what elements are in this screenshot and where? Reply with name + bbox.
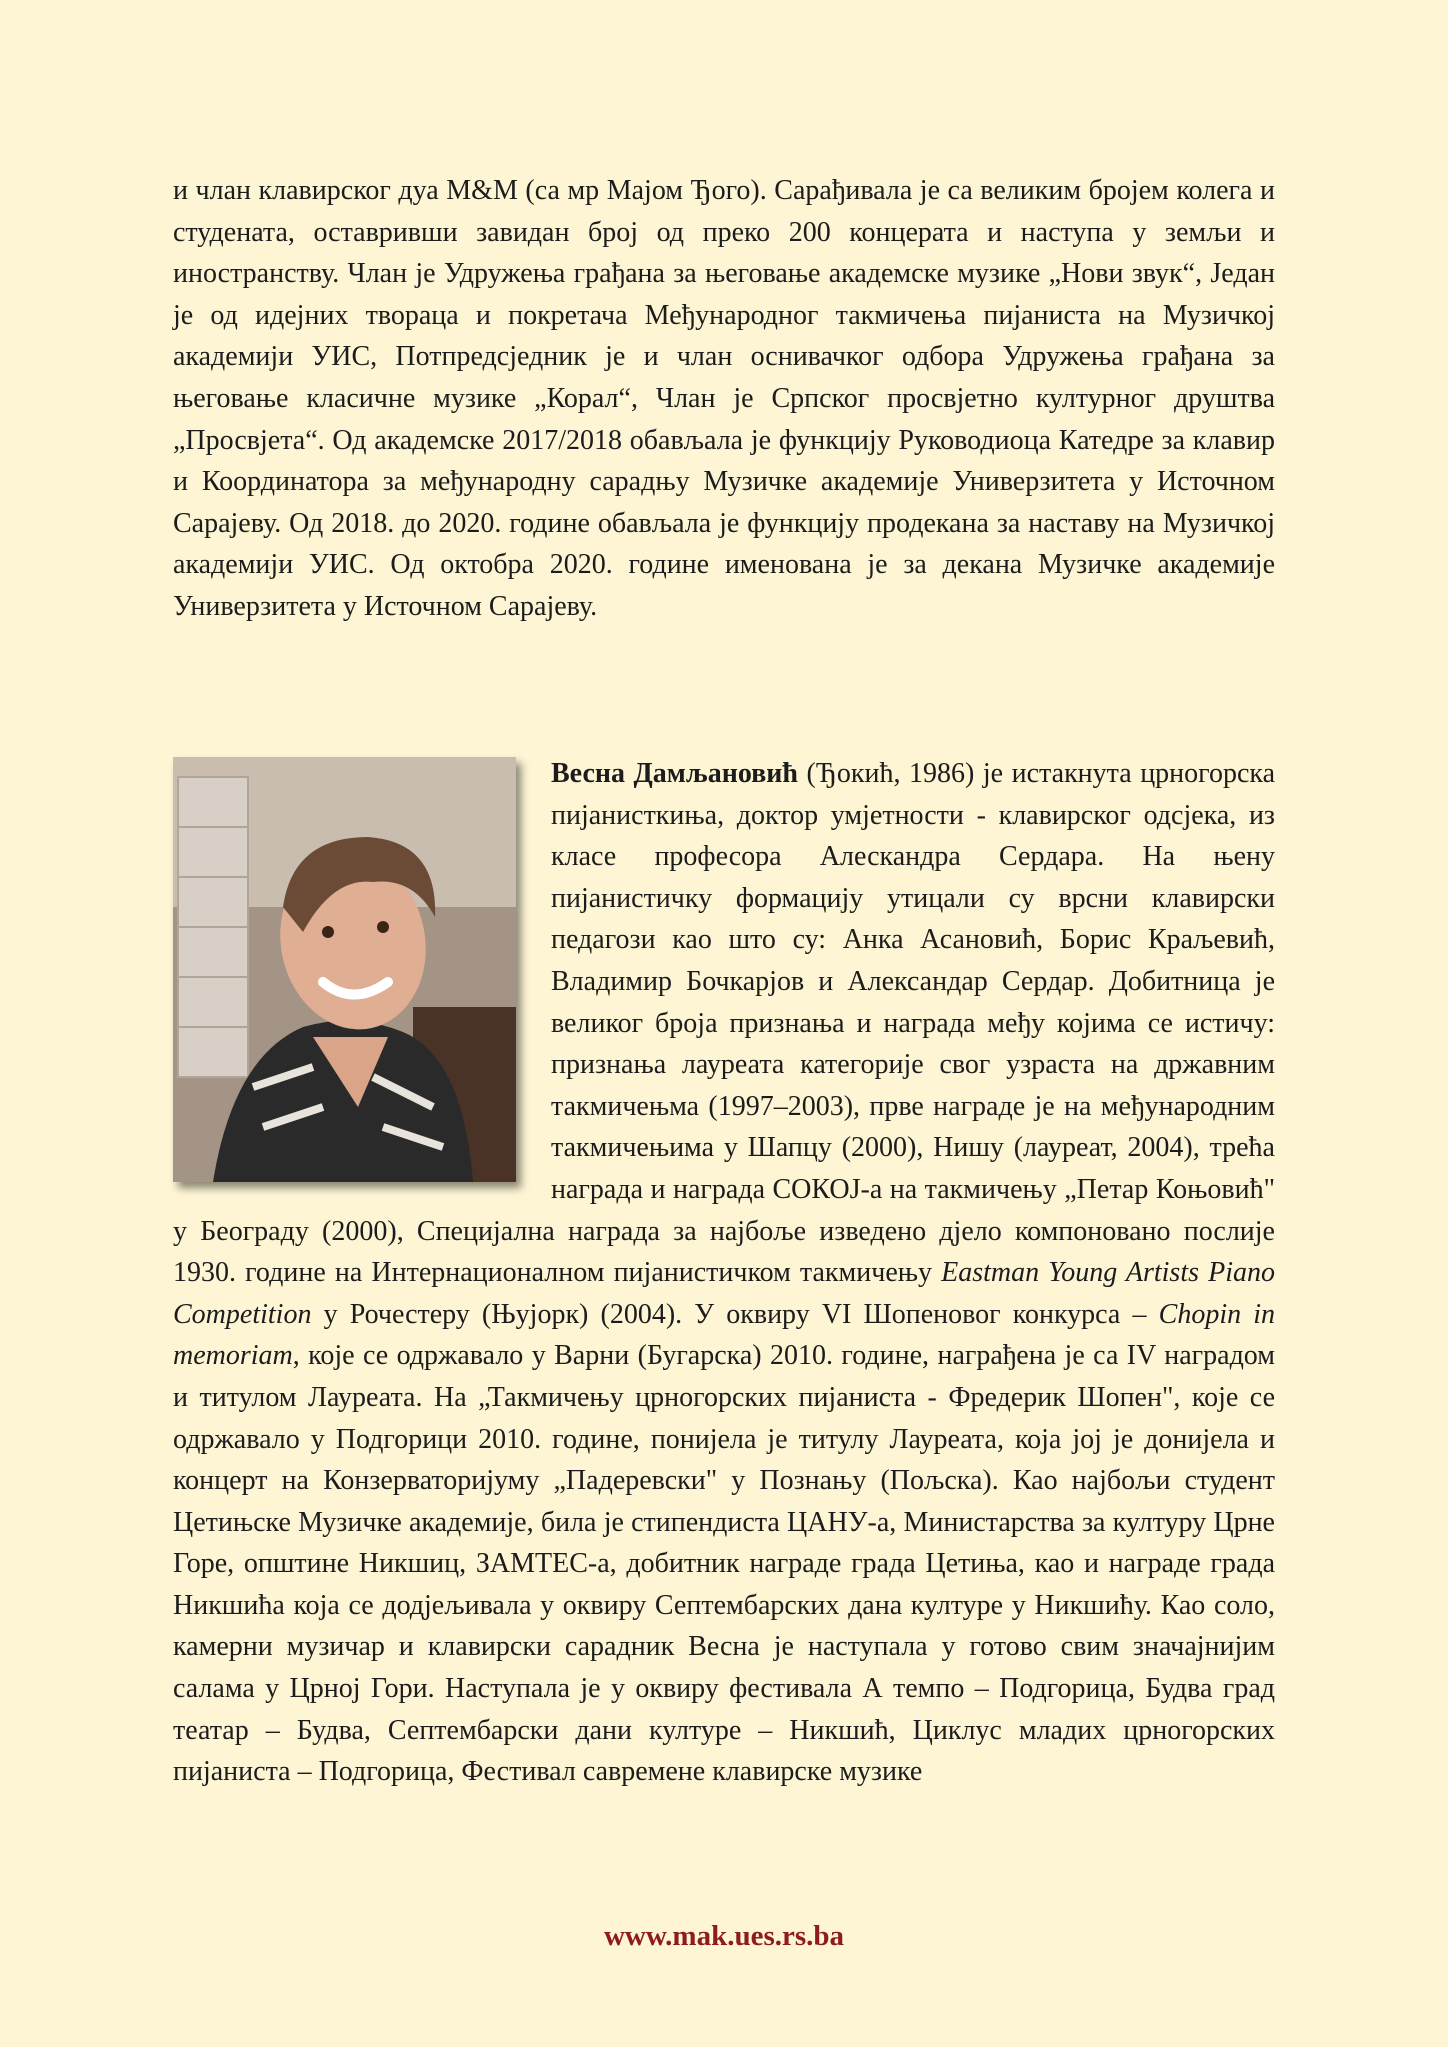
paragraph-intro: и члан клавирског дуа M&M (са мр Мајом Ђого). Сарађивала је са великим бројем колега и студената, оставривши завидан број од преко 200 концерата и наступа у земљи и иностранству. Члан је Удружења грађана за његовање академске музике „Нови звук“, Један је од идејних твораца и покретача Међународног такмичења пијаниста на Музичкој академији УИС, Потпредсједник је и члан оснивачког одбора Удружења грађана за његовање класичне музике „Корал“, Члан је Српског просвјетно културног друштва „Просвјета“. Од академске 2017/2018 обављала је функцију Руководиоца Катедре за клавир и Координатора за међународну сарадњу Музичке академије Универзитета у Источном Сарајеву. Од 2018. до 2020. године обављала је функцију продекана за наставу на Музичкој академији УИС. Од октобра 2020. године именована је за декана Музичке академије Универзитета у Источном Сарајеву. (173, 175, 1275, 622)
bio-name: Весна Дамљановић (551, 758, 798, 789)
bio-contest-title: Chopin in memoriam (173, 1298, 1276, 1372)
bio-text-3: , које се одржавало у Варни (Бугарска) 2010. године, награђена је са IV наградом и титулом Лауреата. На „Такмичењу црногорских пијаниста - Фредерик Шопен", које се одржавало у Подгорици 2010. године, понијела је титулу Лауреата, која јој је донијела и концерт на Конзерваторијуму „Падеревски" у Познању (Пољска). Као најбољи студент Цетињске Музичке академије, била је стипендиста ЦАНУ-а, Министарства за културу Црне Горе, општине Никшиц, ЗАМТЕС-а, добитник награде града Цетиња, као и награде града Никшића која се додјељивала у оквиру Септембарских дана културе у Никшићу. Као соло, камерни музичар и клавирски сарадник Весна је наступала у готово свим значајнијим салама у Црној Гори. Наступала је у оквиру фестивала А темпо – Подгорица, Будва град театар – Будва, Септембарски дани културе – Никшић, Циклус младих црногорских пијаниста – Подгорица, Фестивал савремене клавирске музике (173, 1340, 1275, 1788)
bio-competition-title: Eastman Young Artists Piano Competition (173, 1257, 1275, 1330)
portrait-photo (173, 757, 516, 1182)
bio-text-2: у Рочестеру (Њујорк) (2004). У оквиру VI Шопеновог конкурса – (311, 1298, 1159, 1330)
paragraph-bio (173, 753, 1275, 1793)
bio-text-1: (Ђокић, 1986) је истакнута црногорска пијанисткиња, доктор умјетности - клавирског одсјека, из класе професора Алескандра Сердара. На њену пијанистичку формацију утицали су врсни клавирски педагози као што су: Анка Асановић, Борис Краљевић, Владимир Бочкарјов и Александар Сердар. Добитница је великог броја признања и награда међу којима се истичу: признања лауреата категорије свог узраста на државним такмичењма (1997–2003), прве награде је на међународним такмичењима у Шапцу (2000), Нишу (лауреат, 2004), трећа награда и награда СОКОЈ-а на такмичењу „Петар Коњовић" у Београду (2000), Специјална награда за најбоље изведено дјело компоновано послије 1930. године на Интернационалном пијанистичком такмичењу (173, 758, 1275, 1289)
footer-url[interactable]: www.mak.ues.rs.ba (603, 1920, 845, 1952)
